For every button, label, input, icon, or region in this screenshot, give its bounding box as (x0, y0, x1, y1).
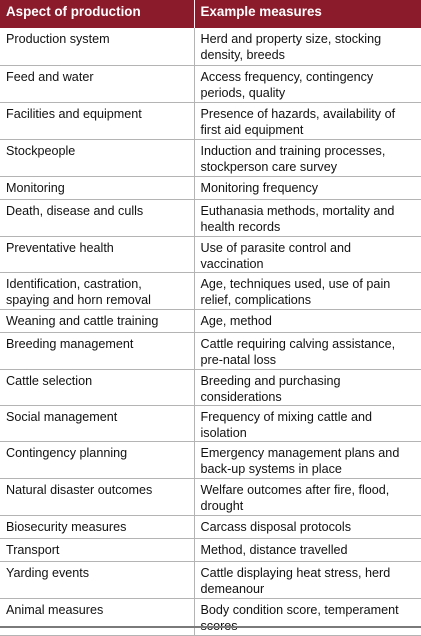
table-row (0, 538, 421, 561)
measures-cell: Welfare outcomes after fire, flood, drought (194, 478, 421, 515)
aspect-cell: Animal measures (0, 598, 194, 635)
table-row (0, 309, 421, 332)
measures-cell: Induction and training processes, stockperson care survey (194, 139, 421, 176)
measures-cell: Cattle displaying heat stress, herd demeanour (194, 561, 421, 598)
aspect-cell: Production system (0, 28, 194, 65)
aspect-cell: Identification, castration, spaying and horn removal (0, 272, 194, 309)
table-row (0, 102, 421, 139)
measures-cell: Body condition score, temperament (194, 598, 421, 635)
table-row (0, 176, 421, 199)
table-row (0, 369, 421, 405)
table-body (0, 28, 421, 635)
table-row (0, 199, 421, 236)
aspect-cell: Stockpeople (0, 139, 194, 176)
aspect-cell: Cattle selection (0, 369, 194, 405)
aspect-cell: Death, disease and culls (0, 199, 194, 236)
aspect-cell: Feed and water (0, 65, 194, 102)
table-row (0, 405, 421, 441)
table-row (0, 332, 421, 369)
table-row (0, 441, 421, 478)
measures-cell: Monitoring frequency (194, 176, 421, 199)
measures-cell: Use of parasite control and vaccination (194, 236, 421, 272)
table-row (0, 598, 421, 635)
measures-cell: Breeding and purchasing considerations (194, 369, 421, 405)
table-row (0, 478, 421, 515)
measures-cell: Euthanasia methods, mortality and health records (194, 199, 421, 236)
header-row (0, 0, 421, 28)
measures-cell: Presence of hazards, availability of first aid equipment (194, 102, 421, 139)
aspect-cell: Social management (0, 405, 194, 441)
aspect-cell: Monitoring (0, 176, 194, 199)
measures-cell: Carcass disposal protocols (194, 515, 421, 538)
aspect-cell: Biosecurity measures (0, 515, 194, 538)
measures-cell: Frequency of mixing cattle and isolation (194, 405, 421, 441)
table-row (0, 65, 421, 102)
aspect-cell: Transport (0, 538, 194, 561)
table-row (0, 139, 421, 176)
table-row (0, 28, 421, 65)
aspect-cell: Facilities and equipment (0, 102, 194, 139)
table-row (0, 561, 421, 598)
measures-cell: Emergency management plans and back-up systems in place (194, 441, 421, 478)
measures-cell: Herd and property size, stocking density, breeds (194, 28, 421, 65)
measures-cell: Access frequency, contingency periods, quality (194, 65, 421, 102)
measures-cell: Cattle requiring calving assistance, pre-natal loss (194, 332, 421, 369)
aspect-cell: Weaning and cattle training (0, 309, 194, 332)
measures-cell: Age, techniques used, use of pain relief, complications (194, 272, 421, 309)
aspect-cell: Breeding management (0, 332, 194, 369)
measures-cell: Method, distance travelled (194, 538, 421, 561)
table-row (0, 272, 421, 309)
measures-cell: Age, method (194, 309, 421, 332)
aspect-cell: Preventative health (0, 236, 194, 272)
aspect-cell: Yarding events (0, 561, 194, 598)
table-row (0, 515, 421, 538)
table-row (0, 236, 421, 272)
table-header (0, 0, 421, 28)
header-measures: Example measures (194, 0, 421, 28)
aspect-cell: Contingency planning (0, 441, 194, 478)
header-aspect: Aspect of production (0, 0, 194, 28)
aspect-cell: Natural disaster outcomes (0, 478, 194, 515)
